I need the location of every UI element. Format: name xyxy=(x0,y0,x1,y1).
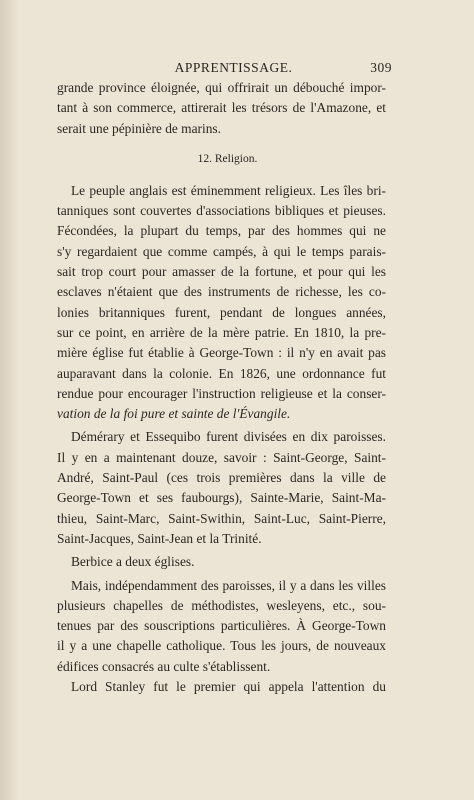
text-line: Fécondées, la plupart du temps, par des hommes qui ne xyxy=(57,223,386,239)
section-heading: 12. Religion. xyxy=(197,152,258,165)
paragraph xyxy=(57,181,386,425)
text-line: lonies britanniques furent, pendant de longues années, xyxy=(57,304,386,320)
running-head: APPRENTISSAGE. xyxy=(174,60,293,75)
text-line: Démérary et Essequibo furent divisées en dix paroisses. xyxy=(71,429,386,445)
paragraph xyxy=(57,677,386,697)
text-line: rendue pour encourager l'instruction religieuse et la conser- xyxy=(57,385,386,401)
text-line: Saint-Jacques, Saint-Jean et la Trinité. xyxy=(57,530,262,546)
paragraph xyxy=(57,552,386,572)
text-line: George-Town et ses faubourgs), Sainte-Marie, Saint-Ma- xyxy=(57,490,386,506)
text-line: il y a une chapelle catholique. Tous les jours, de nouveaux xyxy=(57,638,386,654)
page-number: 309 xyxy=(370,60,392,75)
text-line: Berbice a deux églises. xyxy=(71,554,195,570)
text-line: édifices consacrés au culte s'établissent. xyxy=(57,658,271,674)
spine-shadow xyxy=(0,0,18,800)
paragraph xyxy=(57,78,386,139)
text-line: sait trop court pour amasser de la fortune, et pour qui les xyxy=(57,264,386,280)
text-line-italic: vation de la foi pure et sainte de l'Évangile. xyxy=(57,406,291,422)
text-line: André, Saint-Paul (ces trois premières dans la ville de xyxy=(57,470,386,486)
body-text xyxy=(57,78,386,697)
text-line: esclaves n'étaient que des instruments de richesse, les co- xyxy=(57,284,386,300)
text-line: Il y en a maintenant douze, savoir : Saint-George, Saint- xyxy=(57,449,386,465)
paragraph xyxy=(57,576,386,677)
text-line: auparavant dans la colonie. En 1826, une ordonnance fut xyxy=(57,365,386,381)
text-line: tenues par des souscriptions particulières. À George-Town xyxy=(57,618,386,634)
page-header xyxy=(57,60,392,80)
text-line: Le peuple anglais est éminemment religieux. Les îles bri- xyxy=(71,182,386,198)
text-line: tanniques sont couvertes d'associations bibliques et pieuses. xyxy=(57,203,386,219)
text-line: s'y regardaient que comme campés, à qui le temps parais- xyxy=(57,243,386,259)
text-line: Mais, indépendamment des paroisses, il y a dans les villes xyxy=(71,577,386,593)
text-line: thieu, Saint-Marc, Saint-Swithin, Saint-Luc, Saint-Pierre, xyxy=(57,510,386,526)
text-line: sur ce point, en arrière de la mère patrie. En 1810, la pre- xyxy=(57,324,386,340)
text-line: Lord Stanley fut le premier qui appela l'attention du xyxy=(71,679,386,695)
text-line: grande province éloignée, qui offrirait un débouché impor- xyxy=(57,80,386,95)
text-line: mière église fut établie à George-Town : il n'y en avait pas xyxy=(57,345,386,361)
paragraph xyxy=(57,427,386,549)
text-line: serait une pépinière de marins. xyxy=(57,120,221,136)
text-line: tant à son commerce, attirerait les trésors de l'Amazone, et xyxy=(57,100,386,116)
text-line: plusieurs chapelles de méthodistes, wesleyens, etc., sou- xyxy=(57,597,386,613)
